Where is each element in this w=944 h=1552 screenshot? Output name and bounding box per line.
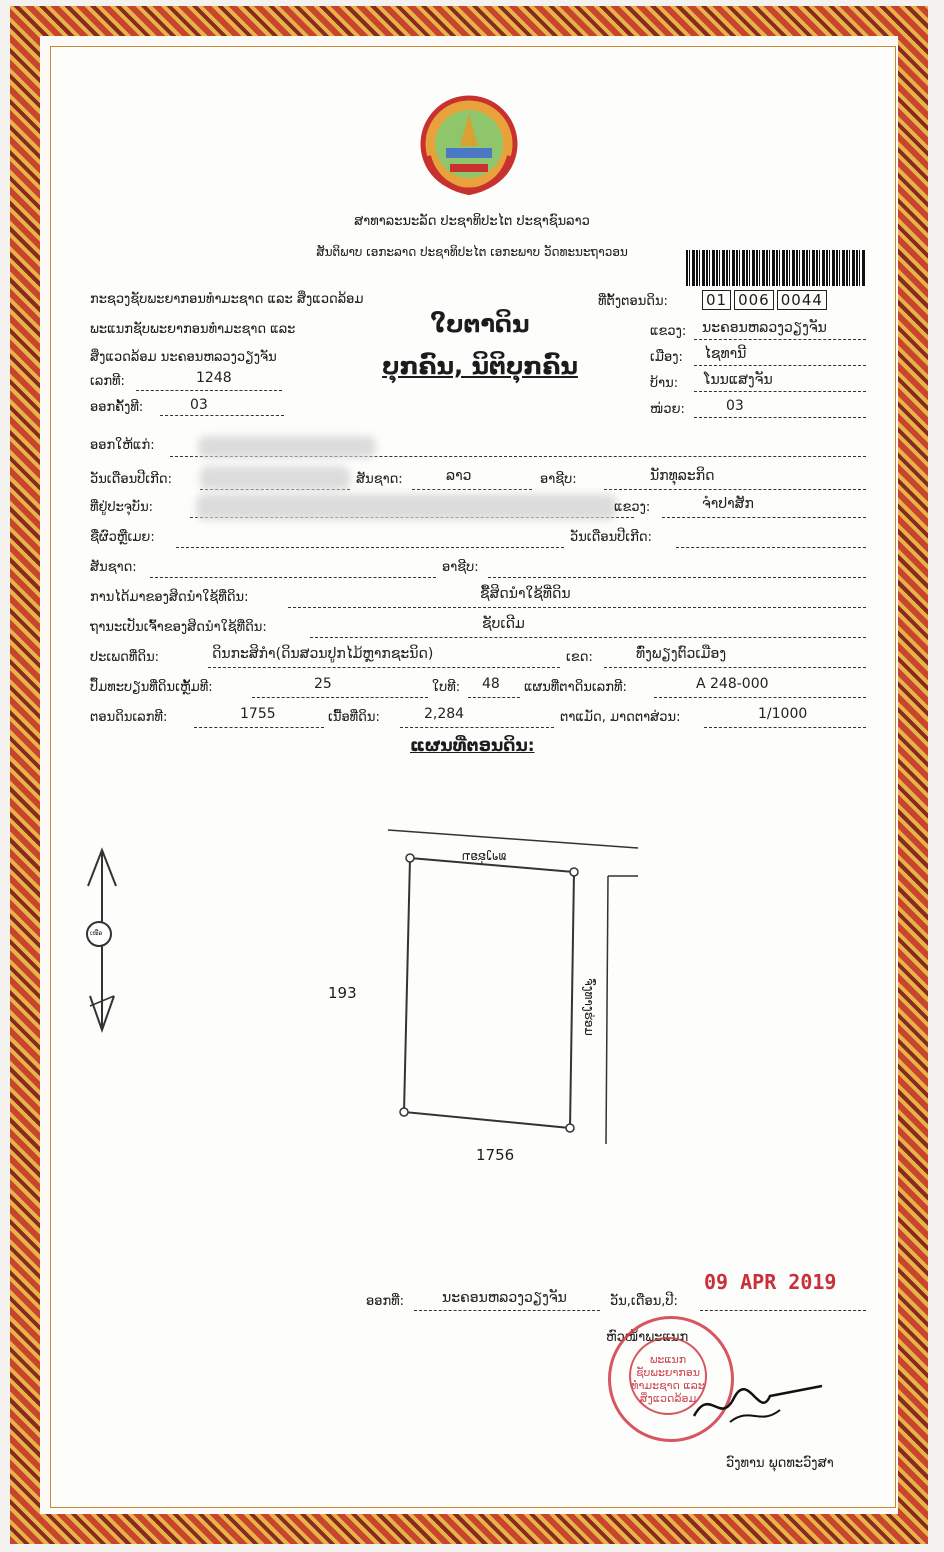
map-number-value: A 248-000	[696, 676, 769, 692]
road-top-line	[388, 830, 638, 848]
boundary-marker	[570, 868, 578, 876]
document-title: ໃບຕາດິນ	[430, 310, 530, 338]
scale-value: 1/1000	[758, 706, 808, 722]
department-line-1: ພະແນກຊັບພະຍາກອນທຳມະຊາດ ແລະ	[90, 322, 296, 337]
occupation-label: ອາຊີບ:	[540, 472, 577, 487]
register-book-value: 25	[314, 676, 332, 692]
redacted-address	[196, 494, 616, 520]
village-label: ບ້ານ:	[650, 376, 679, 391]
parcel-map	[380, 826, 650, 1146]
area-label: ເນື້ອທີ່ດິນ:	[328, 710, 380, 725]
header-line-2: ສັນຕິພາບ ເອກະລາດ ປະຊາທິປະໄຕ ເອກະພາບ ວັດທະນະຖາວອນ	[316, 245, 628, 259]
unit-value: 03	[726, 398, 744, 414]
road-right-line	[606, 876, 608, 1144]
road-top-label: ທາງຮ່ອມ	[462, 850, 507, 864]
acquisition-label: ການໄດ້ມາຂອງສິດນຳໃຊ້ທີ່ດິນ:	[90, 590, 249, 605]
district-value: ໄຊທານີ	[704, 346, 747, 362]
signer-name: ວົງທານ ພຸດທະວົງສາ	[726, 1456, 834, 1471]
stamp-text: ພະແນກ ຊັບພະຍາກອນທຳມະຊາດ ແລະ ສິ່ງແວດລ້ອມ	[629, 1337, 707, 1415]
national-emblem-icon	[416, 94, 522, 198]
owner-status-value: ຊັບເດີມ	[482, 616, 525, 632]
nationality-label: ສັນຊາດ:	[356, 472, 403, 487]
compass-label: ເໜືອ	[90, 930, 103, 937]
parcel-number-value: 1755	[240, 706, 276, 722]
barcode	[686, 250, 866, 286]
unit-label: ໜ່ວຍ:	[650, 402, 685, 417]
parcel-number-label: ຕອນດິນເລກທີ:	[90, 710, 168, 725]
address-label: ທີ່ຢູ່ປະຈຸບັນ:	[90, 500, 154, 515]
date-label: ວັນ,ເດືອນ,ປີ:	[610, 1294, 678, 1309]
owner-status-label: ຖານະເປັນເຈົ້າຂອງສິດນຳໃຊ້ທີ່ດິນ:	[90, 620, 267, 635]
issued-at-label: ອອກທີ່:	[366, 1294, 405, 1309]
document-subtitle: ບຸກຄົນ, ນິຕິບຸກຄົນ	[382, 352, 578, 380]
parcel-code-2: 006	[734, 290, 774, 310]
zone-label: ເຂດ:	[566, 650, 593, 665]
dob-label: ວັນເດືອນປີເກີດ:	[90, 472, 172, 487]
map-heading: ແຜນທີ່ຕອນດິນ:	[410, 736, 535, 756]
nationality-value: ລາວ	[446, 468, 472, 484]
redacted-dob	[200, 466, 350, 490]
address-province-label: ແຂວງ:	[614, 500, 651, 515]
province-label: ແຂວງ:	[650, 324, 687, 339]
signature-icon	[690, 1376, 830, 1436]
neighbor-parcel-left: 193	[328, 984, 357, 1002]
issued-at-value: ນະຄອນຫລວງວຽງຈັນ	[442, 1290, 567, 1306]
issue-count-value: 03	[190, 397, 208, 413]
boundary-marker	[400, 1108, 408, 1116]
parcel-code-3: 0044	[777, 290, 827, 310]
parcel-code-1: 01	[702, 290, 731, 310]
page-value: 48	[482, 676, 500, 692]
number-label: ເລກທີ:	[90, 374, 125, 389]
spouse-label: ຊື່ຜົວຫຼືເມຍ:	[90, 530, 155, 545]
spouse-dob-label: ວັນເດືອນປີເກີດ:	[570, 530, 652, 545]
map-number-label: ແຜນທີ່ຕາດິນເລກທີ:	[524, 680, 627, 695]
area-value: 2,284	[424, 706, 465, 722]
neighbor-parcel-bottom: 1756	[476, 1146, 515, 1164]
area-unit-scale-label: ຕາແມັດ, ມາດຕາສ່ວນ:	[560, 710, 681, 725]
department-line-2: ສິ່ງແວດລ້ອມ ນະຄອນຫລວງວຽງຈັນ	[90, 350, 277, 365]
register-book-label: ປຶ້ມທະບຽນທີ່ດິນເຫຼັ້ມທີ:	[90, 680, 213, 695]
parcel-location-label: ທີ່ຕັ້ງຕອນດິນ:	[598, 294, 668, 309]
acquisition-value: ຊື້ສິດນຳໃຊ້ທີ່ດິນ	[480, 586, 571, 602]
zone-value: ທົ່ງພຽງຕົວເມືອງ	[636, 646, 727, 662]
occupation-value: ນັກທຸລະກິດ	[650, 468, 715, 484]
district-label: ເມືອງ:	[650, 350, 683, 365]
land-type-value: ດິນກະສິກຳ(ດິນສວນປູກໄມ້ຫຼາກຊະນິດ)	[212, 646, 434, 662]
ministry-name: ກະຊວງຊັບພະຍາກອນທຳມະຊາດ ແລະ ສິ່ງແວດລ້ອມ	[90, 292, 364, 307]
land-type-label: ປະເພດທີ່ດິນ:	[90, 650, 160, 665]
spouse-occupation-label: ອາຊີບ:	[442, 560, 479, 575]
issue-count-label: ອອກຄັ້ງທີ:	[90, 400, 144, 415]
address-province-value: ຈຳປາສັກ	[702, 496, 754, 512]
boundary-marker	[406, 854, 414, 862]
redacted-owner-name	[198, 436, 376, 458]
north-arrow-icon	[82, 846, 132, 1036]
parcel-code-boxes	[702, 290, 830, 310]
province-value: ນະຄອນຫລວງວຽງຈັນ	[702, 320, 827, 336]
page-label: ໃບທີ:	[432, 680, 461, 695]
boundary-marker	[566, 1124, 574, 1132]
date-stamp: 09 APR 2019	[704, 1270, 837, 1294]
department-head-label: ຫົວໜ້າພະແນກ	[606, 1330, 689, 1345]
number-value: 1248	[196, 370, 232, 386]
parcel-boundary	[404, 858, 574, 1128]
village-value: ໂນນແສງຈັນ	[704, 372, 773, 388]
road-right-label: ຈົ່ງທາງຮ່ອມ	[581, 978, 596, 1036]
header-line-1: ສາທາລະນະລັດ ປະຊາທິປະໄຕ ປະຊາຊົນລາວ	[354, 214, 590, 229]
issued-to-label: ອອກໃຫ້ແກ່:	[90, 438, 155, 453]
spouse-nationality-label: ສັນຊາດ:	[90, 560, 137, 575]
